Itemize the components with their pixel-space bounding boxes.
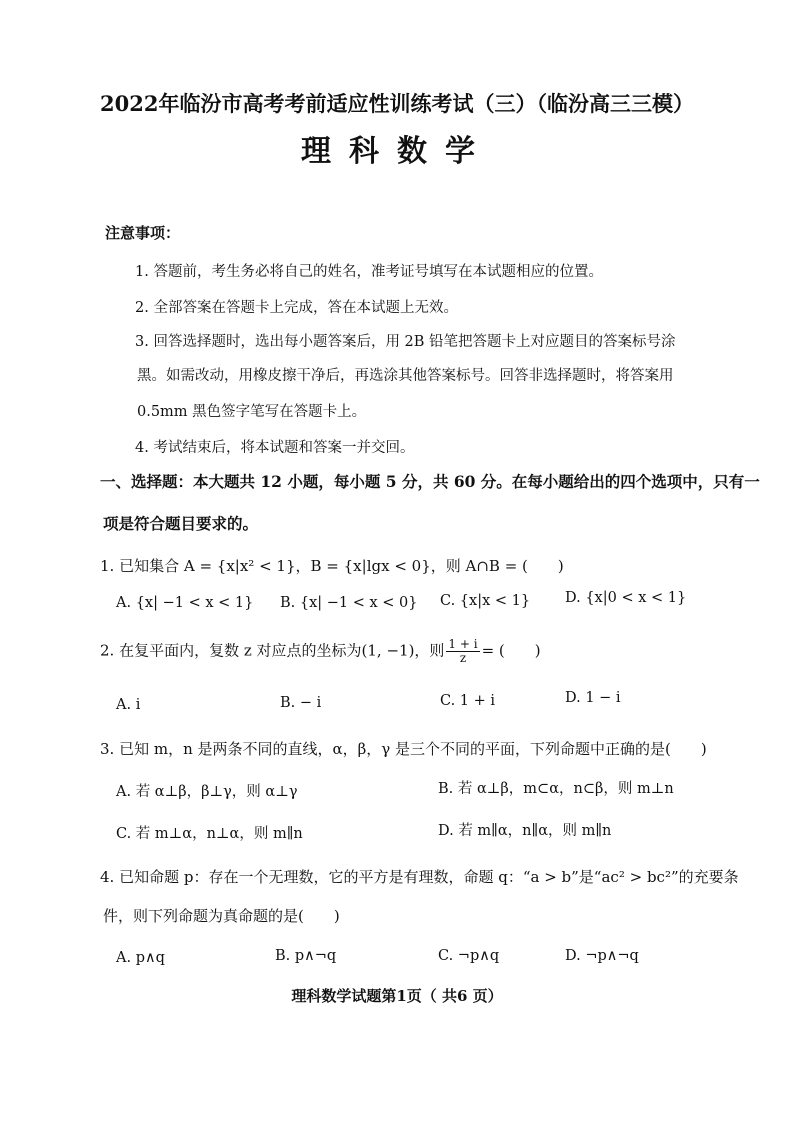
question-2-option-c: C. 1 + i xyxy=(440,693,496,709)
fraction-denominator: z xyxy=(459,651,467,665)
question-2-stem xyxy=(100,638,541,665)
notice-item: 3. 回答选择题时，选出每小题答案后，用 2B 铅笔把答题卡上对应题目的答案标号涂 xyxy=(135,334,676,350)
notice-item-continued: 黑。如需改动，用橡皮擦干净后，再选涂其他答案标号。回答非选择题时，将答案用 xyxy=(137,368,674,384)
question-3-option-d: D. 若 m∥α，n∥α，则 m∥n xyxy=(438,823,612,839)
question-1-stem: 1. 已知集合 A = {x|x² < 1}，B = {x|lgx < 0}，则 A∩B = ( ) xyxy=(100,557,564,575)
section-heading-continued: 项是符合题目要求的。 xyxy=(103,514,259,533)
section-heading: 一、选择题：本大题共 12 小题，每小题 5 分，共 60 分。在每小题给出的四个选项中，只有一 xyxy=(100,472,760,491)
question-2-option-d: D. 1 − i xyxy=(565,690,621,706)
question-3-option-b: B. 若 α⊥β，m⊂α，n⊂β，则 m⊥n xyxy=(438,781,674,797)
question-2-stem-end: = ( ) xyxy=(481,641,541,660)
question-4-stem: 4. 已知命题 p：存在一个无理数，它的平方是有理数，命题 q：“a > b”是“ac² > bc²”的充要条 xyxy=(100,868,739,886)
fraction xyxy=(446,638,479,665)
fraction-numerator: 1 + i xyxy=(448,637,478,651)
notice-item-continued: 0.5mm 黑色签字笔写在答题卡上。 xyxy=(137,404,367,420)
question-3-option-c: C. 若 m⊥α，n⊥α，则 m∥n xyxy=(116,826,303,842)
page-footer: 理科数学试题第1页（ 共6 页） xyxy=(291,987,503,1005)
question-1-option-a: A. {x| −1 < x < 1} xyxy=(116,595,254,611)
question-3-stem: 3. 已知 m，n 是两条不同的直线，α，β，γ 是三个不同的平面，下列命题中正确的是( ) xyxy=(100,740,707,758)
question-4-option-c: C. ¬p∧q xyxy=(438,948,500,964)
question-4-option-b: B. p∧¬q xyxy=(275,948,337,964)
question-1-option-b: B. {x| −1 < x < 0} xyxy=(280,595,418,611)
notice-heading: 注意事项： xyxy=(105,224,181,242)
exam-subject: 理科数学 xyxy=(301,134,493,169)
question-1-option-c: C. {x|x < 1} xyxy=(440,593,531,609)
question-4-option-a: A. p∧q xyxy=(116,950,165,966)
question-4-stem-continued: 件，则下列命题为真命题的是( ) xyxy=(103,907,340,925)
question-2-option-a: A. i xyxy=(116,697,141,713)
question-3-option-a: A. 若 α⊥β，β⊥γ，则 α⊥γ xyxy=(116,784,298,800)
exam-title: 2022年临汾市高考考前适应性训练考试（三）（临汾高三三模） xyxy=(100,91,694,116)
question-4-option-d: D. ¬p∧¬q xyxy=(565,948,639,964)
question-2-option-b: B. − i xyxy=(280,695,322,711)
question-1-option-d: D. {x|0 < x < 1} xyxy=(565,590,687,606)
notice-item: 1. 答题前，考生务必将自己的姓名，准考证号填写在本试题相应的位置。 xyxy=(135,264,603,280)
notice-item: 4. 考试结束后，将本试题和答案一并交回。 xyxy=(135,440,415,456)
question-2-stem-text: 2. 在复平面内，复数 z 对应点的坐标为(1, −1)，则 xyxy=(100,641,445,660)
notice-item: 2. 全部答案在答题卡上完成，答在本试题上无效。 xyxy=(135,300,458,316)
